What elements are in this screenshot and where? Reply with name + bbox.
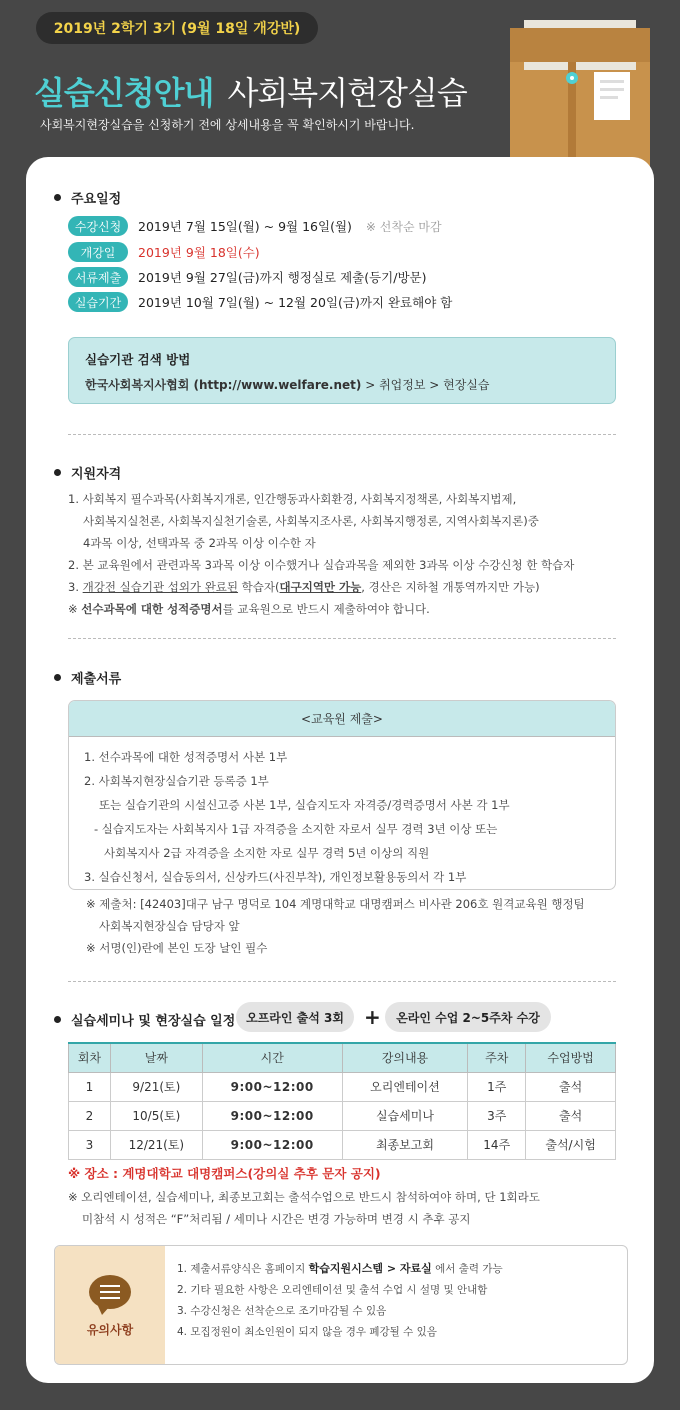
title-main: 사회복지현장실습 <box>227 74 467 112</box>
qualification-heading: 지원자격 <box>54 463 121 482</box>
col-header: 회차 <box>69 1043 111 1072</box>
seminar-place: ※ 장소 : 계명대학교 대명캠퍼스(강의실 추후 문자 공지) <box>68 1166 381 1181</box>
bullet-icon <box>54 469 61 476</box>
badge-opening: 개강일 <box>68 242 128 262</box>
list-item: 2. 본 교육원에서 관련과목 3과목 이상 이수했거나 실습과목을 제외한 3과목 이상 수강신청 한 학습자 <box>68 558 575 572</box>
agency-search-box <box>68 337 616 404</box>
list-item: 4과목 이상, 선택과목 중 2과목 이상 이수한 자 <box>83 536 316 550</box>
documents-deadline: 2019년 9월 27일(금)까지 행정실로 제출(등기/방문) <box>138 270 427 285</box>
documents-box-title: <교육원 제출> <box>69 701 615 737</box>
list-item: 또는 실습기관의 시설신고증 사본 1부, 실습지도자 자격증/경력증명서 사본 각 1부 <box>99 798 510 812</box>
divider <box>68 638 616 639</box>
list-item: 2. 기타 필요한 사항은 오리엔테이션 및 출석 수업 시 설명 및 안내함 <box>177 1284 488 1296</box>
seminar-heading: 실습세미나 및 현장실습 일정 <box>54 1010 235 1029</box>
term-pill: 2019년 2학기 3기 (9월 18일 개강반) <box>36 12 318 44</box>
submit-address: ※ 제출처: [42403]대구 남구 명덕로 104 계명대학교 대명캠퍼스 비사관 206호 원격교육원 행정팀 <box>86 897 585 911</box>
list-item: 사회복지실천론, 사회복지실천기술론, 사회복지조사론, 사회복지행정론, 지역사회복지론)중 <box>83 514 539 528</box>
divider <box>68 981 616 982</box>
title-highlight: 실습신청안내 <box>34 74 214 112</box>
table-row: 3 12/21(토) 9:00~12:00 최종보고회 14주 출석/시험 <box>69 1130 616 1159</box>
bullet-icon <box>54 194 61 201</box>
documents-list <box>69 737 615 890</box>
col-header: 시간 <box>202 1043 342 1072</box>
plus-icon: + <box>364 1005 381 1029</box>
badge-documents: 서류제출 <box>68 267 128 287</box>
list-item: 3. 개강전 실습기관 섭외가 완료된 학습자(대구지역만 가능, 경산은 지하철 개통역까지만 가능) <box>68 580 540 594</box>
schedule-row-practice <box>68 292 452 312</box>
welfare-link[interactable]: 한국사회복지사협회 (http://www.welfare.net) <box>85 378 362 392</box>
caution-label: 유의사항 <box>86 1322 134 1337</box>
seal-note: ※ 서명(인)란에 본인 도장 날인 필수 <box>86 941 268 955</box>
caution-box <box>54 1245 628 1365</box>
badge-registration: 수강신청 <box>68 216 128 236</box>
opening-date: 2019년 9월 18일(수) <box>138 245 260 260</box>
schedule-row-registration <box>68 216 442 236</box>
search-path: 한국사회복지사협회 (http://www.welfare.net) > 취업정보 > 현장실습 <box>85 378 490 392</box>
schedule-row-opening <box>68 242 260 262</box>
list-item: 사회복지사 2급 자격증을 소지한 자로 실무 경력 5년 이상의 직원 <box>104 846 430 860</box>
attendance-note: ※ 오리엔테이션, 실습세미나, 최종보고회는 출석수업으로 반드시 참석하여야 하며, 단 1회라도 <box>68 1190 540 1204</box>
list-item: ※ 선수과목에 대한 성적증명서를 교육원으로 반드시 제출하여야 합니다. <box>68 602 430 616</box>
offline-chip: 오프라인 출석 3회 <box>236 1002 354 1032</box>
first-come-note: ※ 선착순 마감 <box>365 219 442 234</box>
caution-list <box>177 1258 503 1343</box>
list-item: 2. 사회복지현장실습기관 등록증 1부 <box>84 774 269 788</box>
caution-badge <box>55 1246 165 1365</box>
envelope-illustration <box>510 20 650 180</box>
list-item: 3. 수강신청은 선착순으로 조기마감될 수 있음 <box>177 1305 387 1317</box>
schedule-row-documents <box>68 267 426 287</box>
col-header: 주차 <box>468 1043 526 1072</box>
seminar-table <box>68 1042 616 1160</box>
list-item: 4. 모집정원이 최소인원이 되지 않을 경우 폐강될 수 있음 <box>177 1326 437 1338</box>
list-item: 1. 선수과목에 대한 성적증명서 사본 1부 <box>84 750 288 764</box>
bullet-icon <box>54 674 61 681</box>
submit-address-2: 사회복지현장실습 담당자 앞 <box>99 919 240 933</box>
page-title <box>34 54 467 114</box>
list-item: 3. 실습신청서, 실습동의서, 신상카드(사진부착), 개인정보활용동의서 각 1부 <box>84 870 467 884</box>
attendance-note-2: 미참석 시 성적은 “F”처리됨 / 세미나 시간은 변경 가능하며 변경 시 추후 공지 <box>82 1212 471 1226</box>
table-row: 2 10/5(토) 9:00~12:00 실습세미나 3주 출석 <box>69 1101 616 1130</box>
search-title: 실습기관 검색 방법 <box>85 352 191 367</box>
documents-notes <box>86 893 585 959</box>
divider <box>68 434 616 435</box>
documents-box <box>68 700 616 890</box>
registration-dates: 2019년 7월 15일(월) ~ 9월 16일(월) <box>138 219 352 234</box>
col-header: 강의내용 <box>342 1043 468 1072</box>
col-header: 날짜 <box>110 1043 202 1072</box>
table-row: 1 9/21(토) 9:00~12:00 오리엔테이션 1주 출석 <box>69 1072 616 1101</box>
speech-bubble-icon <box>89 1275 131 1309</box>
seminar-notes <box>68 1186 540 1230</box>
qualification-list <box>68 488 574 620</box>
badge-practice: 실습기간 <box>68 292 128 312</box>
page-subtitle: 사회복지현장실습을 신청하기 전에 상세내용을 꼭 확인하시기 바랍니다. <box>40 118 415 132</box>
bullet-icon <box>54 1016 61 1023</box>
documents-heading: 제출서류 <box>54 668 121 687</box>
list-item: 1. 제출서류양식은 홈페이지 학습지원시스템 > 자료실 에서 출력 가능 <box>177 1262 503 1275</box>
practice-period: 2019년 10월 7일(월) ~ 12월 20일(금)까지 완료해야 함 <box>138 295 453 310</box>
schedule-heading: 주요일정 <box>54 188 121 207</box>
online-chip: 온라인 수업 2~5주차 수강 <box>385 1002 551 1032</box>
col-header: 수업방법 <box>526 1043 616 1072</box>
list-item: - 실습지도자는 사회복지사 1급 자격증을 소지한 자로서 실무 경력 3년 이상 또는 <box>94 822 498 836</box>
list-item: 1. 사회복지 필수과목(사회복지개론, 인간행동과사회환경, 사회복지정책론, 사회복지법제, <box>68 492 517 506</box>
